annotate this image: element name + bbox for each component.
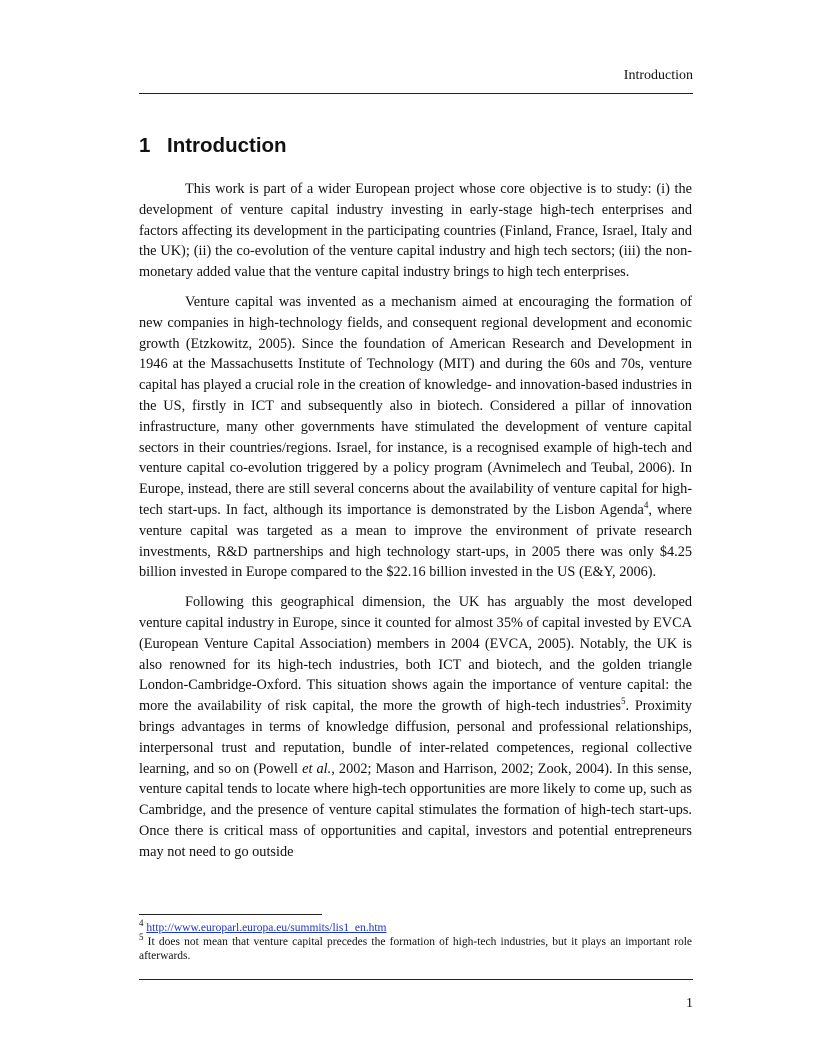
footnote-4: [139, 918, 692, 935]
paragraph: [139, 292, 692, 583]
paragraph-text: , 2002; Mason and Harrison, 2002; Zook, 2004). In this sense, venture capital tends to locate where high-tech opportunities are more likely to come up, such as Cambridge, and the presence of venture capital stimulates the formation of high-tech start-ups. Once there is critical mass of opportunities and capital, investors and potential entrepreneurs may not need to go outside: [139, 760, 692, 860]
paragraph-text: This work is part of a wider European project whose core objective is to study: (i) the development of venture capital industry investing in early-stage high-tech enterprises and factors affecting its development in the participating countries (Finland, France, Israel, Italy and the UK); (ii) the co-evolution of the venture capital industry and high tech sectors; (iii) the non-monetary added value that the venture capital industry brings to high tech enterprises.: [139, 181, 692, 281]
section-title: Introduction: [167, 134, 287, 157]
footnote-5-text: It does not mean that venture capital precedes the formation of high-tech industries, but it plays an important role afterwards.: [139, 936, 692, 962]
paragraph: [139, 592, 692, 862]
page-number: 1: [686, 996, 693, 1011]
section-number: 1: [139, 134, 151, 157]
footnote-4-link[interactable]: http://www.europarl.europa.eu/summits/lis1_en.htm: [146, 922, 387, 934]
section-heading: [139, 134, 287, 158]
footnote-5-number: 5: [139, 932, 144, 943]
footnote-reference: 4: [643, 500, 649, 511]
footnotes: [139, 918, 692, 963]
paragraph-italic-text: et al.: [302, 760, 332, 777]
running-header-title: Introduction: [623, 68, 693, 83]
paragraph-text: . Proximity brings advantages in terms of knowledge diffusion, personal and professional relationships, interpersonal trust and reputation, bundle of inter-related competences, regional collective learning, and so on (Powell: [139, 698, 693, 777]
footer-separator: [139, 979, 693, 980]
running-header: [139, 66, 693, 94]
footnote-reference: 5: [620, 696, 626, 707]
paragraph-text: Venture capital was invented as a mechanism aimed at encouraging the formation of new companies in high-technology fields, and consequent regional development and economic growth (Etzkowitz, 2005). Since the foundation of American Research and Development in 1946 at the Massachusetts Institute of Technology (MIT) and during the 60s and 70s, venture capital has played a crucial role in the creation of knowledge- and innovation-based industries in the US, firstly in ICT and subsequently also in biotech. Considered a pillar of innovation infrastructure, many other governments have stimulated the development of venture capital sectors in their countries/regions. Israel, for instance, is a recognised example of high-tech and venture capital co-evolution triggered by a policy program (Avnimelech and Teubal, 2006). In Europe, instead, there are still several concerns about the availability of venture capital for high-tech start-ups. In fact, although its importance is demonstrated by the Lisbon Agenda: [139, 293, 692, 518]
footnote-separator: [139, 914, 322, 915]
footnote-5: [139, 932, 692, 963]
footnote-4-number: 4: [139, 918, 144, 929]
body-text: [139, 179, 692, 872]
paragraph-text: , where venture capital was targeted as a mean to improve the environment of private research investments, R&D partnerships and high technology start-ups, in 2005 there was only $4.25 billion invested in Europe compared to the $22.16 billion invested in the US (E&Y, 2006).: [139, 501, 692, 581]
paragraph: [139, 179, 692, 283]
paragraph-text: Following this geographical dimension, the UK has arguably the most developed venture capital industry in Europe, since it counted for almost 35% of capital invested by EVCA (European Venture Capital Association) members in 2004 (EVCA, 2005). Notably, the UK is also renowned for its high-tech industries, both ICT and biotech, and the golden triangle London-Cambridge-Oxford. This situation shows again the importance of venture capital: the more the availability of risk capital, the more the growth of high-tech industries: [139, 594, 692, 715]
